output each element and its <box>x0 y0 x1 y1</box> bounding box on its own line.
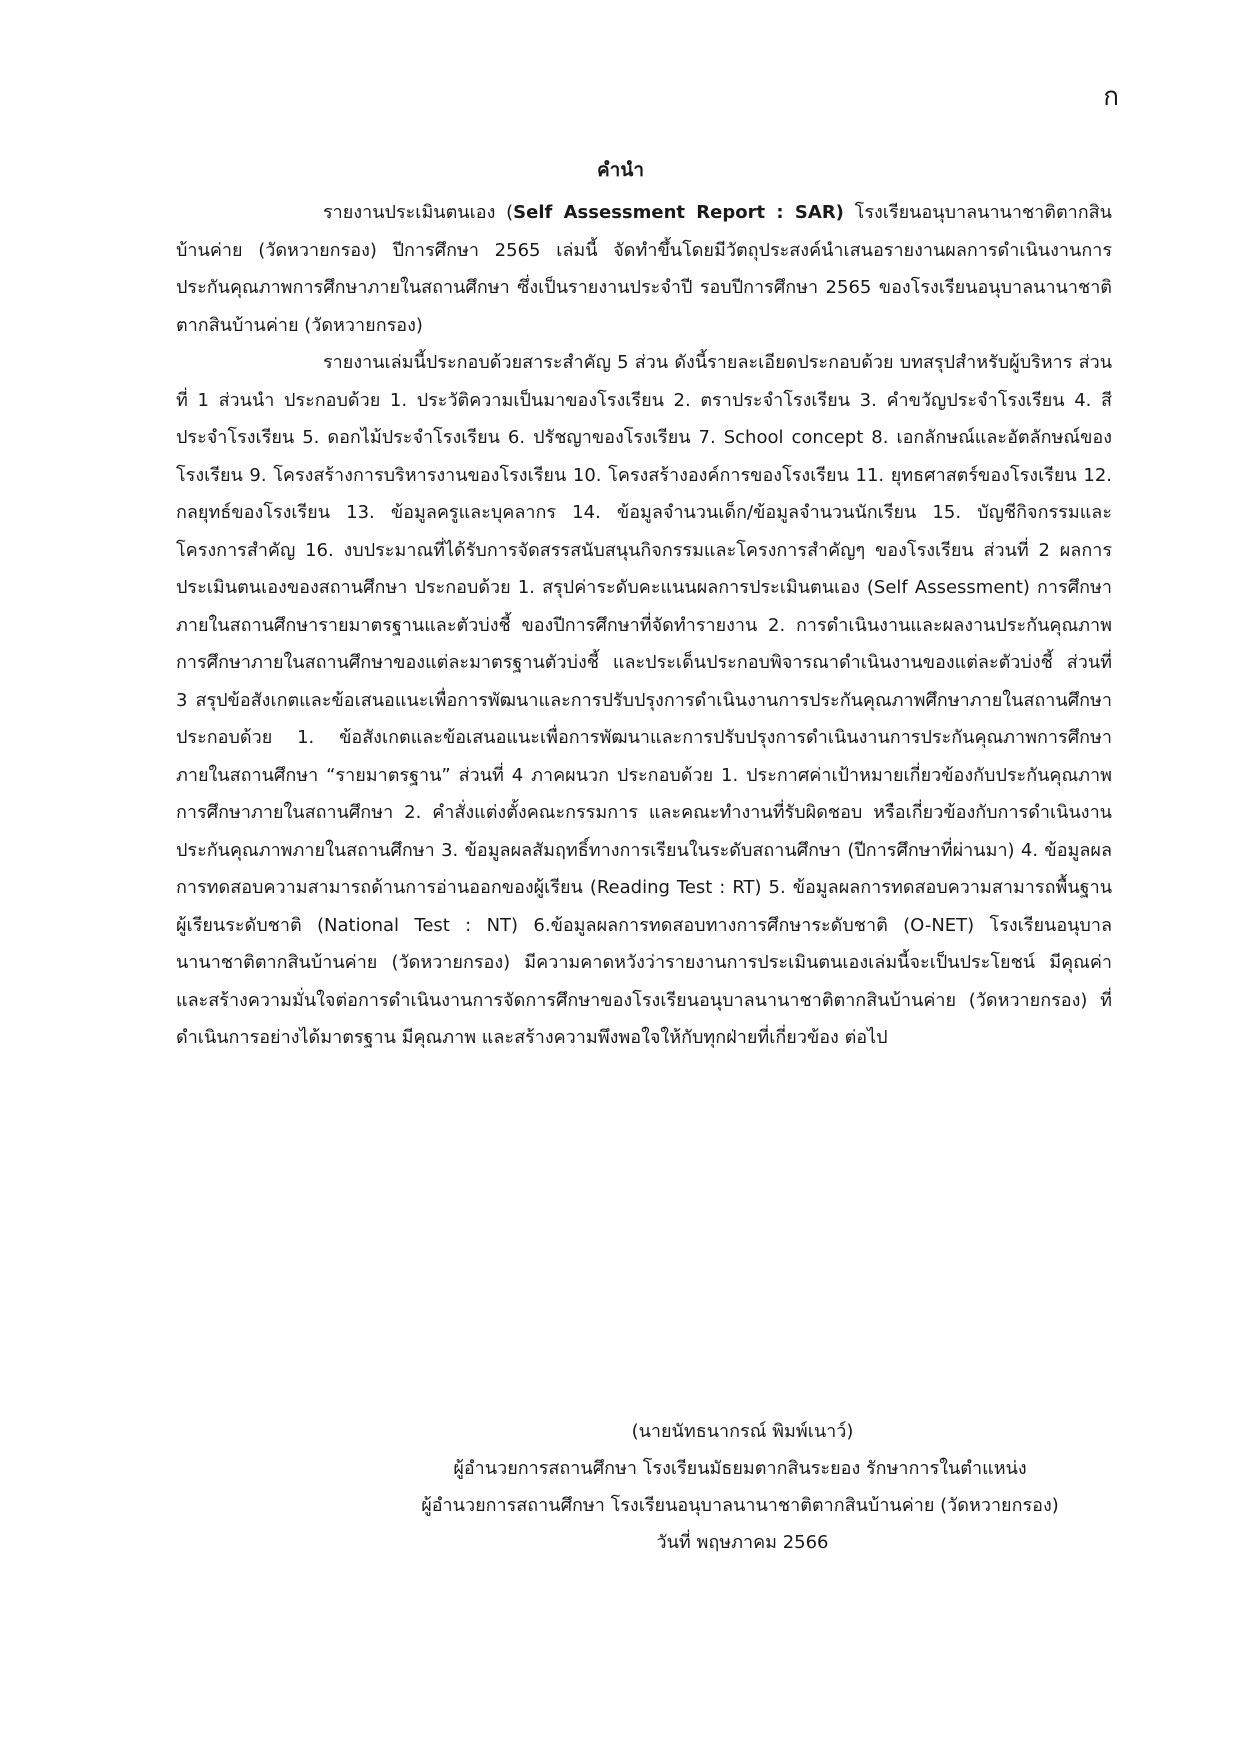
report-name-bold: Self Assessment Report : SAR) <box>513 202 844 223</box>
signer-position-line-1: ผู้อำนวยการสถานศึกษา โรงเรียนมัธยมตากสินระยอง รักษาการในตำแหน่ง <box>453 1458 1027 1479</box>
document-body <box>176 194 1112 1057</box>
paragraph-intro <box>176 194 1112 344</box>
signature-date: วันที่ พฤษภาคม 2566 <box>656 1532 829 1553</box>
paragraph-contents: รายงานเล่มนี้ประกอบด้วยสาระสำคัญ 5 ส่วน ดังนี้รายละเอียดประกอบด้วย บทสรุปสำหรับผู้บริหาร ส่วนที่ 1 ส่วนนำ ประกอบด้วย 1. ประวัติความเป็นมาของโรงเรียน 2. ตราประจำโรงเรียน 3. คำขวัญประจำโรงเรียน 4. สีประจำโรงเรียน 5. ดอกไม้ประจำโรงเรียน 6. ปรัชญาของโรงเรียน 7. School concept 8. เอกลักษณ์และอัตลักษณ์ของโรงเรียน 9. โครงสร้างการบริหารงานของโรงเรียน 10. โครงสร้างองค์การของโรงเรียน 11. ยุทธศาสตร์ของโรงเรียน 12. กลยุทธ์ของโรงเรียน 13. ข้อมูลครูและบุคลากร 14. ข้อมูลจำนวนเด็ก/ข้อมูลจำนวนนักเรียน 15. บัญชีกิจกรรมและโครงการสำคัญ 16. งบประมาณที่ได้รับการจัดสรรสนับสนุนกิจกรรมและโครงการสำคัญๆ ของโรงเรียน ส่วนที่ 2 ผลการประเมินตนเองของสถานศึกษา ประกอบด้วย 1. สรุปค่าระดับคะแนนผลการประเมินตนเอง (Self Assessment) การศึกษาภายในสถานศึกษารายมาตรฐานและตัวบ่งชี้ ของปีการศึกษาที่จัดทำรายงาน 2. การดำเนินงานและผลงานประกันคุณภาพการศึกษาภายในสถานศึกษาของแต่ละมาตรฐานตัวบ่งชี้ และประเด็นประกอบพิจารณาดำเนินงานของแต่ละตัวบ่งชี้ ส่วนที่ 3 สรุปข้อสังเกตและข้อเสนอแนะเพื่อการพัฒนาและการปรับปรุงการดำเนินงานการประกันคุณภาพศึกษาภายในสถานศึกษา ประกอบด้วย 1. ข้อสังเกตและข้อเสนอแนะเพื่อการพัฒนาและการปรับปรุงการดำเนินงานการประกันคุณภาพการศึกษาภายในสถานศึกษา “รายมาตรฐาน” ส่วนที่ 4 ภาคผนวก ประกอบด้วย 1. ประกาศค่าเป้าหมายเกี่ยวข้องกับประกันคุณภาพการศึกษาภายในสถานศึกษา 2. คำสั่งแต่งตั้งคณะกรรมการ และคณะทำงานที่รับผิดชอบ หรือเกี่ยวข้องกับการดำเนินงานประกันคุณภาพภายในสถานศึกษา 3. ข้อมูลผลสัมฤทธิ์ทางการเรียนในระดับสถานศึกษา (ปีการศึกษาที่ผ่านมา) 4. ข้อมูลผลการทดสอบความสามารถด้านการอ่านออกของผู้เรียน (Reading Test : RT) 5. ข้อมูลผลการทดสอบความสามารถพื้นฐานผู้เรียนระดับชาติ (National Test : NT) 6.ข้อมูลผลการทดสอบทางการศึกษาระดับชาติ (O-NET) โรงเรียนอนุบาลนานาชาติตากสินบ้านค่าย (วัดหวายกรอง) มีความคาดหวังว่ารายงานการประเมินตนเองเล่มนี้จะเป็นประโยชน์ มีคุณค่าและสร้างความมั่นใจต่อการดำเนินงานการจัดการศึกษาของโรงเรียนอนุบาลนานาชาติตากสินบ้านค่าย (วัดหวายกรอง) ที่ดำเนินการอย่างได้มาตรฐาน มีคุณภาพ และสร้างความพึงพอใจให้กับทุกฝ่ายที่เกี่ยวข้อง ต่อไป <box>176 352 1112 1048</box>
document-title: คำนำ <box>596 159 645 181</box>
signer-position-line-2: ผู้อำนวยการสถานศึกษา โรงเรียนอนุบาลนานาชาติตากสินบ้านค่าย (วัดหวายกรอง) <box>421 1495 1059 1516</box>
paragraph-intro-rest: โรงเรียนอนุบาลนานาชาติตากสินบ้านค่าย (วัดหวายกรอง) ปีการศึกษา 2565 เล่มนี้ จัดทำขึ้นโดยมีวัตถุประสงค์นำเสนอรายงานผลการดำเนินงานการประกันคุณภาพการศึกษาภายในสถานศึกษา ซึ่งเป็นรายงานประจำปี รอบปีการศึกษา 2565 ของโรงเรียนอนุบาลนานาชาติตากสินบ้านค่าย (วัดหวายกรอง) <box>176 202 1112 336</box>
page-number: ก <box>1103 82 1119 112</box>
paragraph-intro-lead: รายงานประเมินตนเอง ( <box>323 202 514 223</box>
signature-block <box>340 1413 1140 1561</box>
signer-name: (นายนัทธนากรณ์ พิมพ์เนาว์) <box>631 1421 854 1442</box>
